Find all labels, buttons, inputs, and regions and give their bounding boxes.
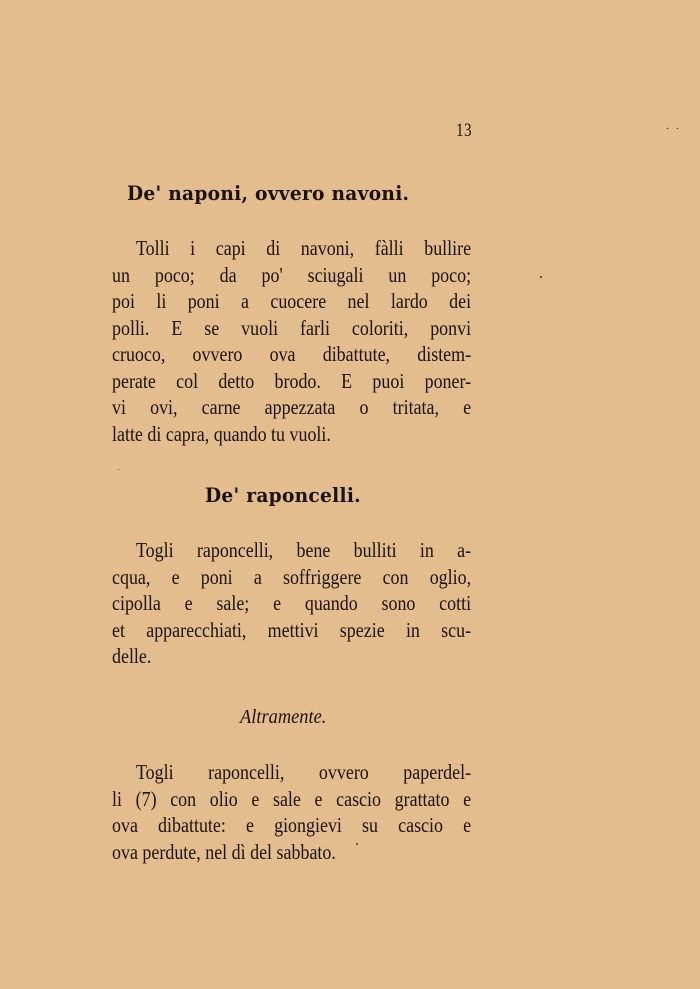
text-line: delle.	[112, 644, 152, 668]
text-line: perate col detto brodo. E puoi poner-	[112, 368, 472, 393]
text-line: et apparecchiati, mettivi spezie in scu-	[112, 617, 472, 642]
paragraph-altramente	[112, 759, 471, 865]
text-line: cipolla e sale; e quando sono cotti	[112, 591, 472, 615]
text-line: Togli raponcelli, bene bulliti in a-	[135, 538, 472, 562]
text-line: ova perdute, nel dì del sabbato.	[112, 839, 336, 864]
section-heading-naponi: De' naponi, ovvero navoni.	[127, 181, 410, 205]
text-line: cruoco, ovvero ova dibattute, distem-	[112, 342, 472, 366]
section-heading-altramente: Altramente.	[240, 706, 327, 728]
text-line: vi ovi, carne appezzata o tritata, e	[112, 395, 472, 419]
text-line: ova dibattute: e giongievi su cascio e	[112, 813, 472, 837]
page-number: 13	[456, 120, 472, 141]
paper-speck	[118, 469, 119, 470]
text-line: Togli raponcelli, ovvero paperdel-	[135, 760, 472, 784]
paragraph-raponcelli	[112, 537, 471, 670]
section-heading-raponcelli: De' raponcelli.	[205, 483, 361, 507]
margin-marks: . .	[666, 118, 681, 132]
text-line: li (7) con olio e sale e cascio grattato e	[112, 786, 472, 811]
text-line: polli. E se vuoli farli coloriti, ponvi	[112, 315, 472, 340]
text-line: latte di capra, quando tu vuoli.	[112, 421, 331, 446]
text-line: un poco; da po' sciugali un poco;	[112, 262, 472, 287]
text-line: Tolli i capi di navoni, fàlli bullire	[135, 236, 472, 260]
text-line: poi li poni a cuocere nel lardo dei	[112, 289, 472, 313]
text-line: cqua, e poni a soffriggere con oglio,	[112, 564, 472, 589]
paper-speck	[540, 276, 542, 278]
paragraph-naponi	[112, 235, 471, 447]
